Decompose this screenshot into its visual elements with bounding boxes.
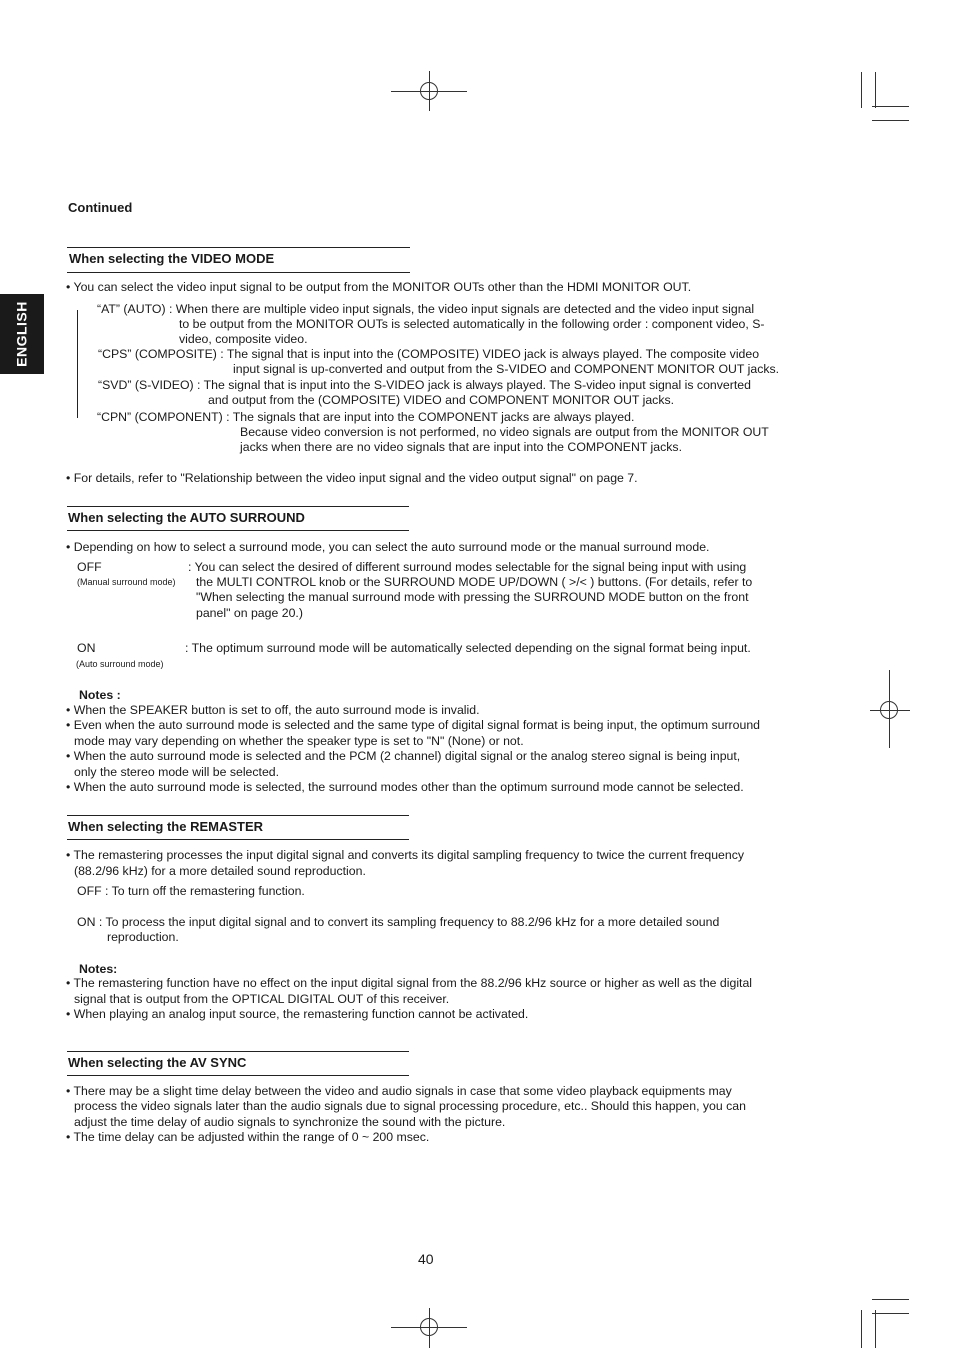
video-mode-cpn-line2: Because video conversion is not performed, no video signals are output from the MONITOR OUT [240,425,769,439]
remaster-title: When selecting the REMASTER [68,819,264,834]
remaster-note-1b: signal that is output from the OPTICAL DIGITAL OUT of this receiver. [74,992,450,1006]
auto-surround-off-line1: : You can select the desired of different surround modes selectable for the signal being input with using [188,560,747,574]
av-sync-para1-line3: adjust the time delay of audio signals to synchronize the sound with the picture. [74,1115,506,1129]
auto-surround-off-label: OFF [77,560,102,574]
video-mode-cps-line2: input signal is up-converted and output from the S-VIDEO and COMPONENT MONITOR OUT jacks. [233,362,780,376]
auto-surround-note-4: • When the auto surround mode is selected, the surround modes other than the optimum surround mode cannot be selected. [66,780,744,794]
video-mode-details: • For details, refer to "Relationship between the video input signal and the video output signal" on page 7. [66,471,638,485]
video-mode-intro: • You can select the video input signal to be output from the MONITOR OUTs other than the HDMI MONITOR OUT. [66,280,692,294]
auto-surround-note-3a: • When the auto surround mode is selected and the PCM (2 channel) digital signal or the analog stereo signal is being input, [66,749,741,763]
video-mode-cpn-line3: jacks when there are no video signals that are input into the COMPONENT jacks. [240,440,682,454]
remaster-note-2: • When playing an analog input source, the remastering function cannot be activated. [66,1007,529,1021]
remaster-note-1a: • The remastering function have no effect on the input digital signal from the 88.2/96 kHz source or higher as well as the digital [66,976,753,990]
video-mode-at-line2: to be output from the MONITOR OUTs is selected automatically in the following order : component video, S- [179,317,765,331]
video-mode-cps-line1: “CPS” (COMPOSITE) : The signal that is input into the (COMPOSITE) VIDEO jack is always played. The composite video [98,347,760,361]
auto-surround-note-2b: mode may vary depending on whether the speaker type is set to "N" (None) or not. [74,734,524,748]
auto-surround-note-3b: only the stereo mode will be selected. [74,765,280,779]
language-tab-label: ENGLISH [13,301,30,367]
remaster-intro-line1: • The remastering processes the input digital signal and converts its digital sampling frequency to twice the current frequency [66,848,745,862]
remaster-on-line1: ON : To process the input digital signal and to convert its sampling frequency to 88.2/96 kHz for a more detailed sound [77,915,720,929]
video-mode-at-line3: video, composite video. [179,332,308,346]
auto-surround-off-line3: "When selecting the manual surround mode with pressing the SURROUND MODE button on the front [196,590,749,604]
auto-surround-on-line1: : The optimum surround mode will be automatically selected depending on the signal format being input. [185,641,751,655]
video-mode-title: When selecting the VIDEO MODE [69,251,275,266]
auto-surround-on-label: ON [77,641,96,655]
video-mode-svd-line2: and output from the (COMPOSITE) VIDEO and COMPONENT MONITOR OUT jacks. [208,393,675,407]
language-tab [0,294,44,374]
auto-surround-off-line4: panel" on page 20.) [196,606,303,620]
remaster-on-line2: reproduction. [107,930,179,944]
video-mode-cpn-line1: “CPN” (COMPONENT) : The signals that are input into the COMPONENT jacks are always played. [97,410,635,424]
auto-surround-notes-label: Notes : [79,688,121,702]
auto-surround-off-sub: (Manual surround mode) [77,577,176,587]
av-sync-para2: • The time delay can be adjusted within the range of 0 ~ 200 msec. [66,1130,430,1144]
auto-surround-on-sub: (Auto surround mode) [76,659,164,669]
auto-surround-title: When selecting the AUTO SURROUND [68,510,305,525]
video-mode-bracket [77,310,78,418]
video-mode-svd-line1: “SVD” (S-VIDEO) : The signal that is input into the S-VIDEO jack is always played. The S-video input signal is converted [98,378,751,392]
av-sync-para1-line2: process the video signals later than the audio signals due to signal processing procedure, etc.. Should this happen, you can [74,1099,746,1113]
remaster-intro-line2: (88.2/96 kHz) for a more detailed sound reproduction. [74,864,366,878]
auto-surround-intro: • Depending on how to select a surround mode, you can select the auto surround mode or the manual surround mode. [66,540,710,554]
remaster-off: OFF : To turn off the remastering function. [77,884,305,898]
auto-surround-off-line2: the MULTI CONTROL knob or the SURROUND MODE UP/DOWN ( >/< ) buttons. (For details, refer to [196,575,753,589]
av-sync-title: When selecting the AV SYNC [68,1055,247,1070]
continued-label: Continued [68,200,133,215]
auto-surround-note-1: • When the SPEAKER button is set to off, the auto surround mode is invalid. [66,703,480,717]
auto-surround-note-2a: • Even when the auto surround mode is selected and the same type of digital signal format is being input, the optimum surround [66,718,761,732]
page-number: 40 [418,1251,434,1267]
av-sync-para1-line1: • There may be a slight time delay between the video and audio signals in case that some video playback equipments may [66,1084,732,1098]
video-mode-at-line1: “AT” (AUTO) : When there are multiple video input signals, the video input signals are detected and the video input signal [97,302,755,316]
remaster-notes-label: Notes: [79,962,118,976]
